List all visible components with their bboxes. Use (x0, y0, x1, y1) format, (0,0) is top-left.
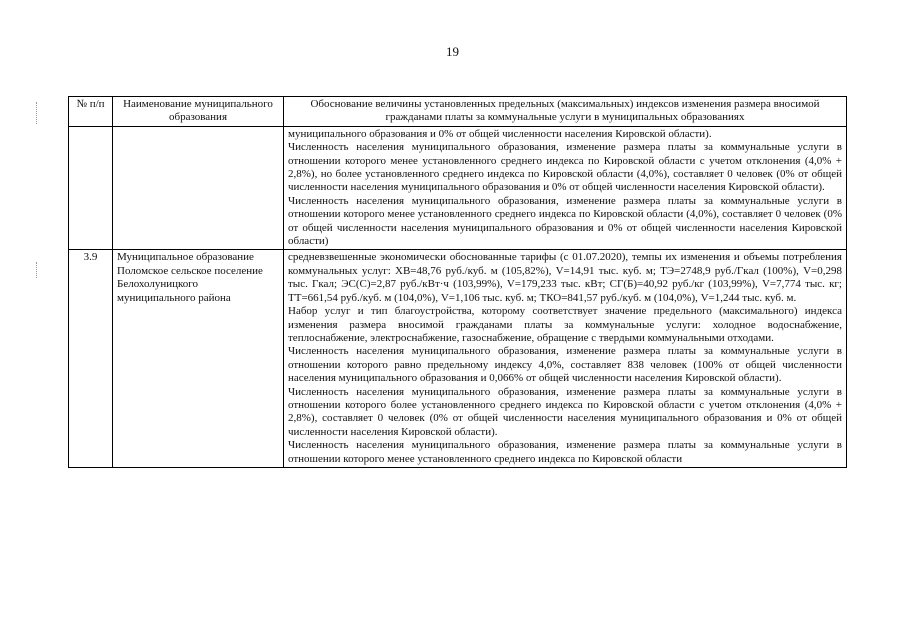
header-num: № п/п (69, 97, 113, 127)
indices-table (68, 96, 847, 468)
paragraph: Численность населения муниципального образования, изменение размера платы за коммунальные услуги в отношении которого равно предельному индексу 4,0%, составляет 838 человек (100% от общей численности населения муниципального образования и 0,066% от общей численности населения Кировской области). (288, 345, 842, 385)
row-name: Муниципальное образование Поломское сельское поселение Белохолуницкого муниципального района (113, 250, 284, 468)
paragraph: Набор услуг и тип благоустройства, которому соответствует значение предельного (максимального) индекса изменения размера вносимой гражданами платы за коммунальные услуги: холодное водоснабжение, теплоснабжение, электроснабжение, газоснабжение, обращение с твердыми коммунальными отходами. (288, 305, 842, 344)
header-name: Наименование муниципального образования (113, 97, 284, 127)
table-header-row (69, 97, 847, 127)
margin-mark (36, 262, 38, 278)
table-row-3-9 (69, 250, 847, 468)
row-name (113, 126, 284, 250)
page-number: 19 (446, 44, 459, 59)
row-num (69, 126, 113, 250)
paragraph: Численность населения муниципального образования, изменение размера платы за коммунальные услуги в отношении которого менее установленного среднего индекса по Кировской области (288, 439, 842, 465)
paragraph: средневзвешенные экономически обоснованные тарифы (с 01.07.2020), темпы их изменения и объемы потребления коммунальных услуг: ХВ=48,76 руб./куб. м (105,82%), V=14,91 тыс. куб. м; ТЭ=2748,9 руб./Гкал (100%), V=0,298 тыс. Гкал; ЭС(С)=2,87 руб./кВт·ч (103,99%), V=179,233 тыс. кВт; СГ(Б)=40,92 руб./кг (103,99%), V=7,774 тыс. кг; ТТ=661,54 руб./куб. м (104,0%), V=1,106 тыс. куб. м; ТКО=841,57 руб./куб. м (104,0%), V=1,244 тыс. куб. м. (288, 251, 842, 304)
table-row-continuation (69, 126, 847, 250)
row-justification (284, 250, 847, 468)
paragraph: Численность населения муниципального образования, изменение размера платы за коммунальные услуги в отношении которого более установленного среднего индекса по Кировской области с учетом отклонения (4,0% + 2,8%), составляет 0 человек (0% от общей численности населения муниципального образования и 0% от общей численности населения Кировской области). (288, 385, 842, 438)
margin-mark (36, 102, 38, 124)
row-num: 3.9 (69, 250, 113, 468)
paragraph: Численность населения муниципального образования, изменение размера платы за коммунальные услуги в отношении которого менее установленного среднего индекса по Кировской области (4,0%), составляет 0 человек (0% от общей численности населения муниципального образования и 0% от общей численности населения Кировской области) (288, 194, 842, 248)
header-justification: Обоснование величины установленных предельных (максимальных) индексов изменения размера вносимой гражданами платы за коммунальные услуги в муниципальных образованиях (284, 97, 847, 127)
row-justification (284, 126, 847, 250)
paragraph: муниципального образования и 0% от общей численности населения Кировской области). (288, 127, 712, 140)
paragraph: Численность населения муниципального образования, изменение размера платы за коммунальные услуги в отношении которого менее установленного среднего индекса по Кировской области с учетом отклонения (4,0% + 2,8%), но более установленного среднего индекса по Кировской области (4,0%), составляет 0 человек (0% от общей численности населения муниципального образования и 0% от общей численности населения Кировской области). (288, 141, 842, 194)
